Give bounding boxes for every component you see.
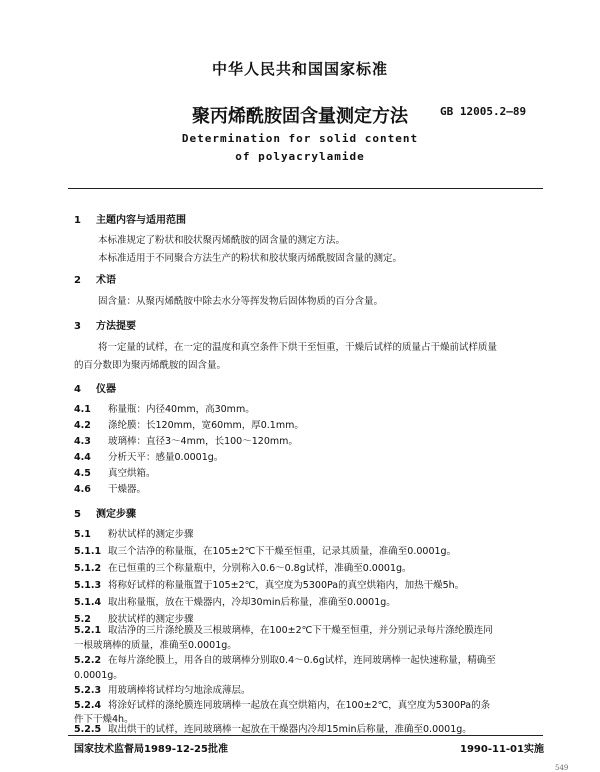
list-item: 4.6 干燥器。 bbox=[74, 484, 147, 495]
section-3-para-line-2: 的百分数即为聚丙烯酰胺的固含量。 bbox=[74, 360, 227, 371]
header-divider bbox=[68, 188, 543, 189]
approval-date: 国家技术监督局1989-12-25批准 bbox=[74, 744, 228, 755]
step-5-1-1: 5.1.1 取三个洁净的称量瓶，在105±2℃下干燥至恒重，记录其质量，准确至0.0001g。 bbox=[74, 546, 457, 557]
step-5-1-4: 5.1.4 取出称量瓶，放在干燥器内，冷却30min后称量，准确至0.0001g。 bbox=[74, 597, 396, 608]
section-1-heading: 1 主题内容与适用范围 bbox=[74, 215, 186, 226]
list-item: 4.1 称量瓶：内径40mm，高30mm。 bbox=[74, 404, 255, 415]
footer-divider bbox=[68, 735, 543, 736]
step-5-2-4-cont: 件下干燥4h。 bbox=[74, 714, 134, 725]
standard-org: 中华人民共和国国家标准 bbox=[211, 60, 388, 78]
subsection-5-1: 5.1 粉状试样的测定步骤 bbox=[74, 529, 194, 540]
section-3-heading: 3 方法提要 bbox=[74, 321, 136, 332]
page-number: 549 bbox=[555, 764, 569, 772]
english-title-line-2: of polyacrylamide bbox=[235, 150, 365, 163]
subsection-5-2: 5.2 胶状试样的测定步骤 bbox=[74, 614, 194, 625]
step-5-2-2: 5.2.2 在每片涤纶膜上，用各自的玻璃棒分别取0.4～0.6g试样，连同玻璃棒一起快速称量，精确至 bbox=[74, 655, 496, 666]
step-number: 5.2.5 bbox=[74, 724, 102, 735]
section-3-para-line-1: 将一定量的试样，在一定的温度和真空条件下烘干至恒重，干燥后试样的质量占干燥前试样质量 bbox=[98, 342, 498, 353]
implementation-date: 1990-11-01实施 bbox=[460, 744, 544, 755]
step-5-2-5 bbox=[74, 721, 472, 735]
list-item: 4.5 真空烘箱。 bbox=[74, 468, 156, 479]
step-5-1-2: 5.1.2 在已恒重的三个称量瓶中，分别称入0.6～0.8g试样，准确至0.0001g。 bbox=[74, 563, 412, 574]
standard-code: GB 12005.2—89 bbox=[440, 105, 527, 118]
english-title-line-1: Determination for solid content bbox=[181, 132, 419, 145]
step-5-2-1: 5.2.1 取洁净的三片涤纶膜及三根玻璃棒，在100±2℃下干燥至恒重，并分别记录每片涤纶膜连同 bbox=[74, 625, 493, 636]
step-5-2-2-cont: 0.0001g。 bbox=[74, 670, 123, 681]
section-5-heading: 5 测定步骤 bbox=[74, 509, 136, 520]
section-1-para-2: 本标准适用于不同聚合方法生产的粉状和胶状聚丙烯酰胺固含量的测定。 bbox=[98, 253, 403, 264]
section-1-para-1: 本标准规定了粉状和胶状聚丙烯酰胺的固含量的测定方法。 bbox=[98, 235, 346, 246]
list-item: 4.4 分析天平：感量0.0001g。 bbox=[74, 452, 224, 463]
step-5-1-3: 5.1.3 将称好试样的称量瓶置于105±2℃，真空度为5300Pa的真空烘箱内，加热干燥5h。 bbox=[74, 580, 465, 591]
section-2-heading: 2 术语 bbox=[74, 275, 116, 286]
step-5-2-3: 5.2.3 用玻璃棒将试样均匀地涂成薄层。 bbox=[74, 685, 251, 696]
step-text: 取出烘干的试样，连同玻璃棒一起放在干燥器内冷却15min后称量，准确至0.0001g。 bbox=[108, 724, 472, 735]
section-2-para-1: 固含量：从聚丙烯酰胺中除去水分等挥发物后固体物质的百分含量。 bbox=[98, 296, 384, 307]
list-item: 4.3 玻璃棒：直径3～4mm，长100～120mm。 bbox=[74, 436, 298, 447]
step-5-2-4: 5.2.4 将涂好试样的涤纶膜连同玻璃棒一起放在真空烘箱内，在100±2℃，真空度为5300Pa的条 bbox=[74, 700, 491, 711]
page-title: 聚丙烯酰胺固含量测定方法 bbox=[192, 106, 408, 127]
section-4-heading: 4 仪器 bbox=[74, 384, 116, 395]
list-item: 4.2 涤纶膜：长120mm，宽60mm，厚0.1mm。 bbox=[74, 420, 304, 431]
step-5-2-1-cont: 一根玻璃棒的质量，准确至0.0001g。 bbox=[74, 640, 237, 651]
